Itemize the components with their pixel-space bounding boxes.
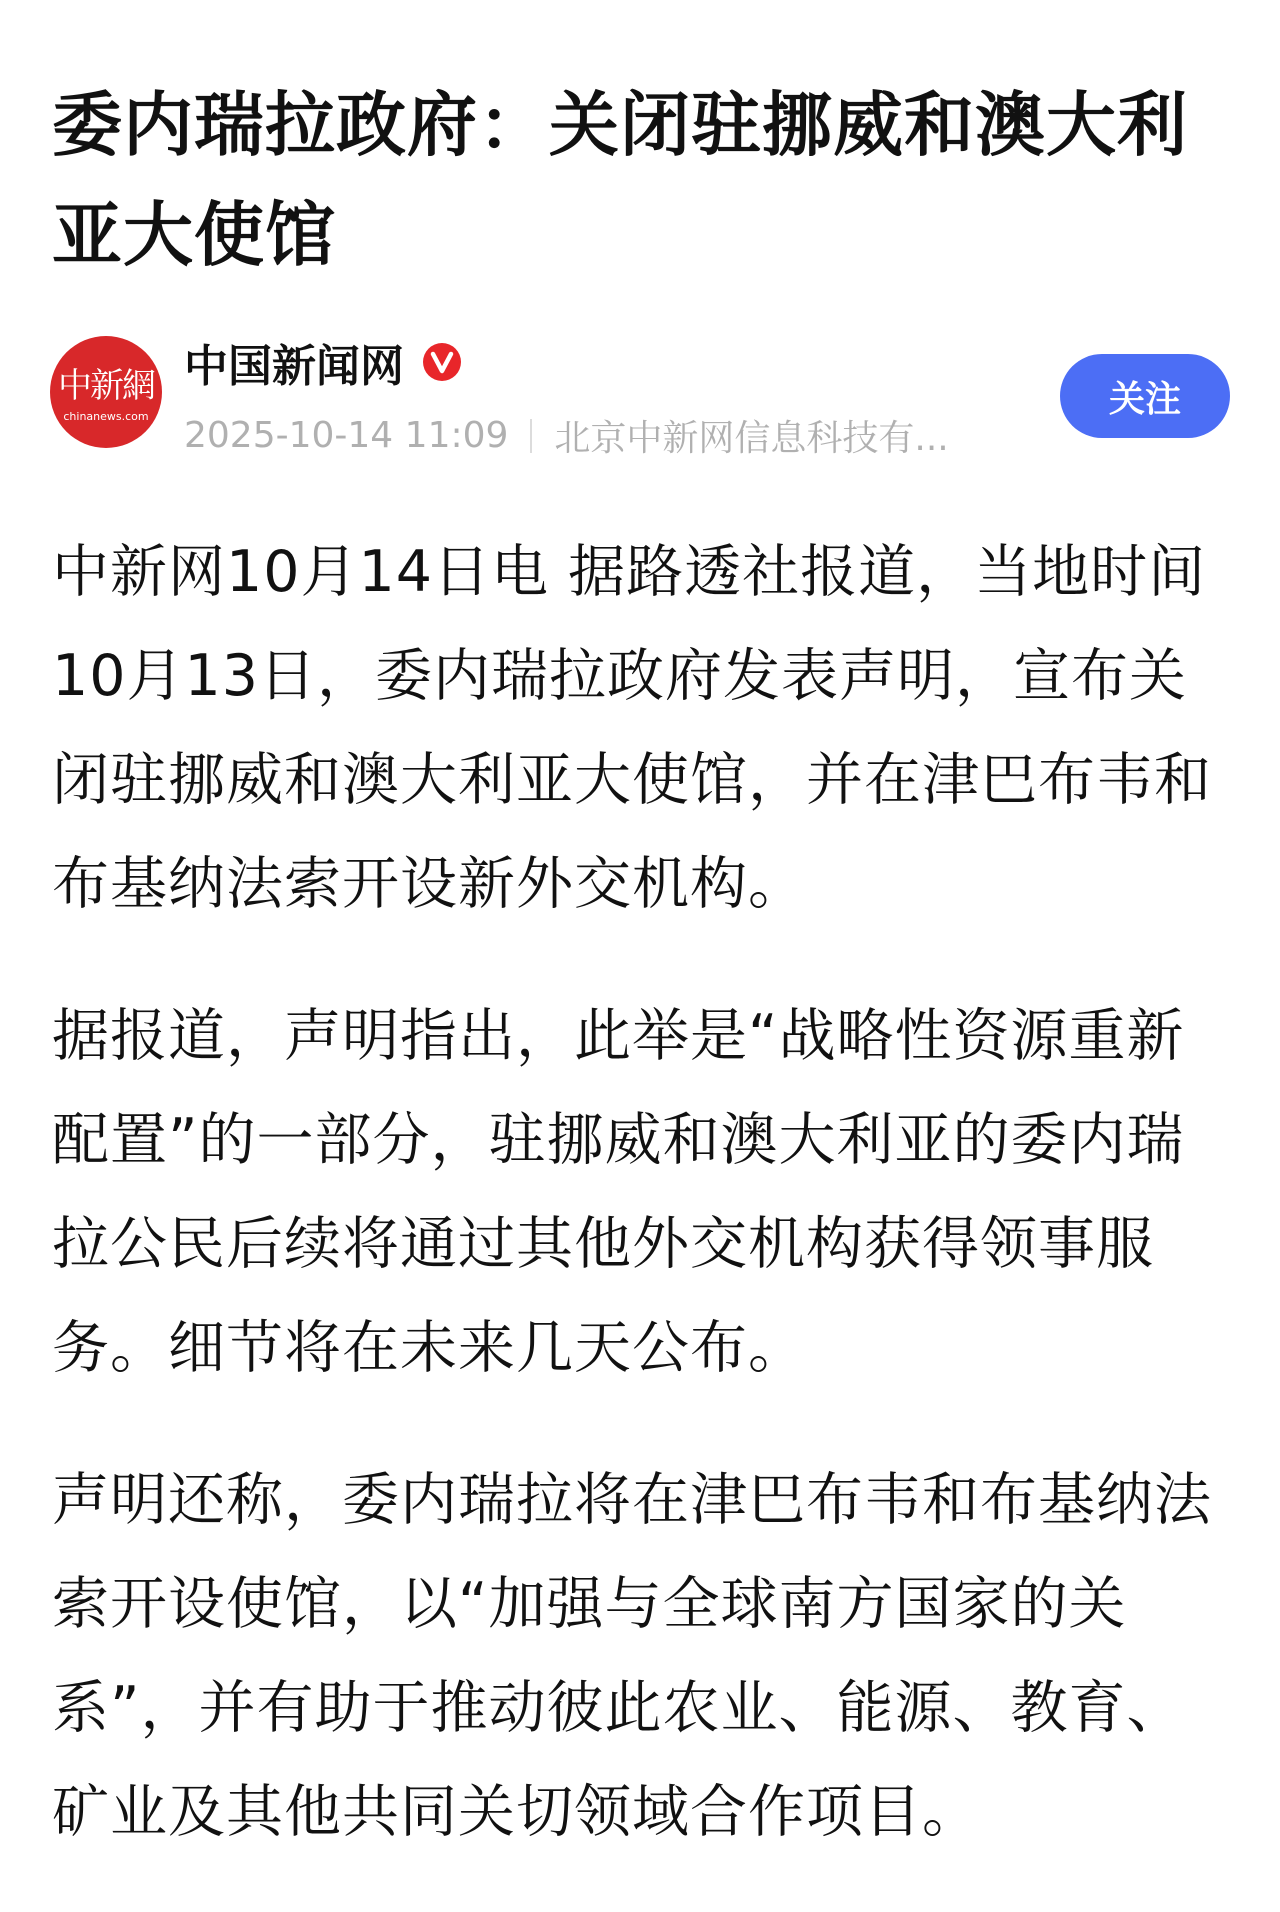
article-paragraph: 据报道，声明指出，此举是“战略性资源重新配置”的一部分，驻挪威和澳大利亚的委内瑞拉公民后续将通过其他外交机构获得领事服务。细节将在未来几天公布。 [52, 1003, 1185, 1381]
source-organization: 北京中新网信息科技有... [554, 418, 949, 459]
avatar-domain: chinanews.com [63, 410, 149, 423]
avatar-logo-text: 中新網 [58, 366, 154, 406]
verified-badge-icon [422, 342, 462, 382]
publish-time: 2025-10-14 11:09 [184, 415, 509, 456]
article-paragraph: 声明还称，委内瑞拉将在津巴布韦和布基纳法索开设使馆，以“加强与全球南方国家的关系”，并有助于推动彼此农业、能源、教育、矿业及其他共同关切领域合作项目。 [52, 1467, 1212, 1845]
article-title: 委内瑞拉政府：关闭驻挪威和澳大利亚大使馆 [52, 84, 1188, 276]
source-avatar[interactable] [50, 336, 162, 448]
author-bar [50, 332, 1230, 459]
follow-button[interactable]: 关注 [1060, 354, 1230, 438]
source-name[interactable]: 中国新闻网 [184, 341, 404, 392]
article-body [52, 520, 1228, 1912]
source-name-row [184, 332, 462, 392]
meta-divider [530, 419, 532, 453]
meta-row [184, 410, 949, 461]
article-paragraph: 中新网10月14日电 据路透社报道，当地时间10月13日，委内瑞拉政府发表声明，宣布关闭驻挪威和澳大利亚大使馆，并在津巴布韦和布基纳法索开设新外交机构。 [52, 539, 1212, 917]
